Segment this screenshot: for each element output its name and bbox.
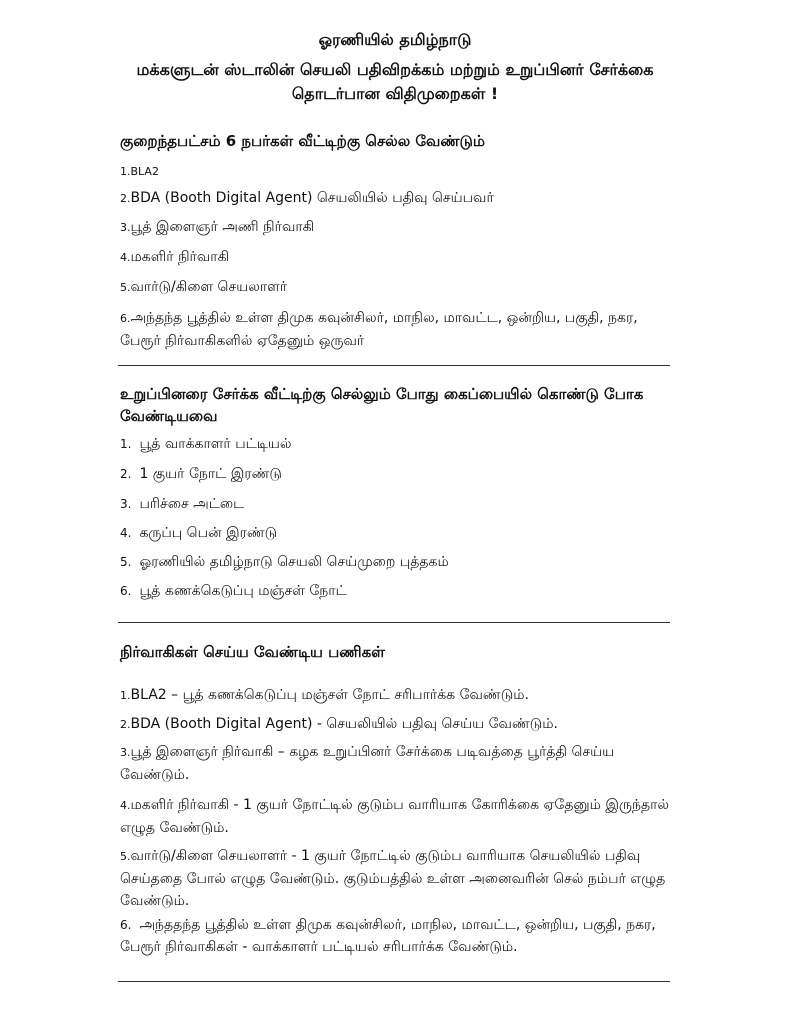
item-number: 4. <box>120 799 131 812</box>
item-number: 5. <box>120 555 132 569</box>
section3-item-1 <box>120 684 680 707</box>
item-text: BDA (Booth Digital Agent) - செயலியில் பதிவு செய்ய வேண்டும். <box>130 716 558 732</box>
item-text: பூத் கணக்கெடுப்பு மஞ்சள் நோட் <box>139 583 347 599</box>
item-number: 4. <box>120 526 132 540</box>
item-text: வார்டு/கிளை செயலாளர் - 1 குயர் நோட்டில் குடும்ப வாரியாக செயலியில் பதிவு செய்ததை போல் எழுத வேண்டும். குடும்பத்தில் உள்ள அனைவரின் செல் நம்பர் எழுத வேண்டும். <box>120 848 666 909</box>
section-divider <box>118 622 670 623</box>
section2-item-5 <box>120 551 680 573</box>
item-text: BLA2 – பூத் கணக்கெடுப்பு மஞ்சள் நோட் சரிபார்க்க வேண்டும். <box>130 687 529 703</box>
section1-item-6 <box>120 307 680 352</box>
item-text: BDA (Booth Digital Agent) செயலியில் பதிவு செய்பவர் <box>130 190 494 206</box>
document-title: ஓரணியில் தமிழ்நாடு <box>318 30 472 49</box>
item-number: 4. <box>120 251 131 264</box>
section2-heading: உறுப்பினரை சேர்க்க வீட்டிற்கு செல்லும் போது கைப்பையில் கொண்டு போக வேண்டியவை <box>120 385 644 425</box>
item-number: 2. <box>120 718 131 731</box>
section3-heading: நிர்வாகிகள் செய்ய வேண்டிய பணிகள் <box>120 643 385 661</box>
item-number: 1. <box>120 165 131 178</box>
item-number: 2. <box>120 192 131 205</box>
section3-item-2 <box>120 713 680 736</box>
item-number: 5. <box>120 281 131 294</box>
item-number: 2. <box>120 467 132 481</box>
section-divider <box>118 365 670 366</box>
section1-item-1 <box>120 160 680 183</box>
item-number: 3. <box>120 497 132 511</box>
section3-item-4 <box>120 794 680 839</box>
section2-item-1 <box>120 433 680 455</box>
section3-item-6 <box>120 914 680 958</box>
item-number: 6. <box>120 918 132 932</box>
section2-item-2 <box>120 463 680 485</box>
document-subtitle: மக்களுடன் ஸ்டாலின் செயலி பதிவிறக்கம் மற்றும் உறுப்பினர் சேர்க்கை தொடர்பான விதிமுறைகள் ! <box>136 60 654 103</box>
section2-item-4 <box>120 522 680 544</box>
item-number: 6. <box>120 312 131 325</box>
item-text: கருப்பு பென் இரண்டு <box>139 525 278 541</box>
item-number: 1. <box>120 689 131 702</box>
item-text: பூத் வாக்காளர் பட்டியல் <box>139 436 292 452</box>
item-text: அந்தந்த பூத்தில் உள்ள திமுக கவுன்சிலர், மாநில, மாவட்ட, ஒன்றிய, பகுதி, நகர, பேரூர் நிர்வாகிகளில் ஏதேனும் ஒருவர் <box>120 310 638 349</box>
section3-item-5 <box>120 845 680 912</box>
item-text: மகளிர் நிர்வாகி - 1 குயர் நோட்டில் குடும்ப வாரியாக கோரிக்கை ஏதேனும் இருந்தால் எழுத வேண்டும். <box>120 797 670 836</box>
item-text: வார்டு/கிளை செயலாளர் <box>130 279 288 295</box>
item-text: பூத் இளைஞர் நிர்வாகி – கழக உறுப்பினர் சேர்க்கை படிவத்தை பூர்த்தி செய்ய வேண்டும். <box>120 744 615 783</box>
section1-item-4 <box>120 246 680 269</box>
section-divider <box>118 981 670 982</box>
item-text: அந்ததந்த பூத்தில் உள்ள திமுக கவுன்சிலர், மாநில, மாவட்ட, ஒன்றிய, பகுதி, நகர, பேரூர் நிர்வாகிகள் - வாக்காளர் பட்டியல் சரிபார்க்க வேண்டும். <box>120 917 656 955</box>
item-text: BLA2 <box>130 165 159 178</box>
item-text: மகளிர் நிர்வாகி <box>130 249 230 265</box>
item-number: 3. <box>120 746 131 759</box>
item-number: 1. <box>120 437 132 451</box>
item-number: 6. <box>120 584 132 598</box>
item-text: 1 குயர் நோட் இரண்டு <box>139 466 282 482</box>
section1-item-5 <box>120 276 680 299</box>
section1-item-2 <box>120 187 680 210</box>
item-number: 5. <box>120 850 131 863</box>
item-text: பூத் இளைஞர் அணி நிர்வாகி <box>130 219 315 235</box>
item-text: பரிச்சை அட்டை <box>139 496 245 512</box>
item-text: ஓரணியில் தமிழ்நாடு செயலி செய்முறை புத்தகம் <box>139 554 449 570</box>
section2-item-3 <box>120 493 680 515</box>
item-number: 3. <box>120 221 131 234</box>
section2-item-6 <box>120 580 680 602</box>
section3-item-3 <box>120 741 680 786</box>
section1-item-3 <box>120 216 680 239</box>
section1-heading: குறைந்தபட்சம் 6 நபர்கள் வீட்டிற்கு செல்ல வேண்டும் <box>120 132 485 150</box>
